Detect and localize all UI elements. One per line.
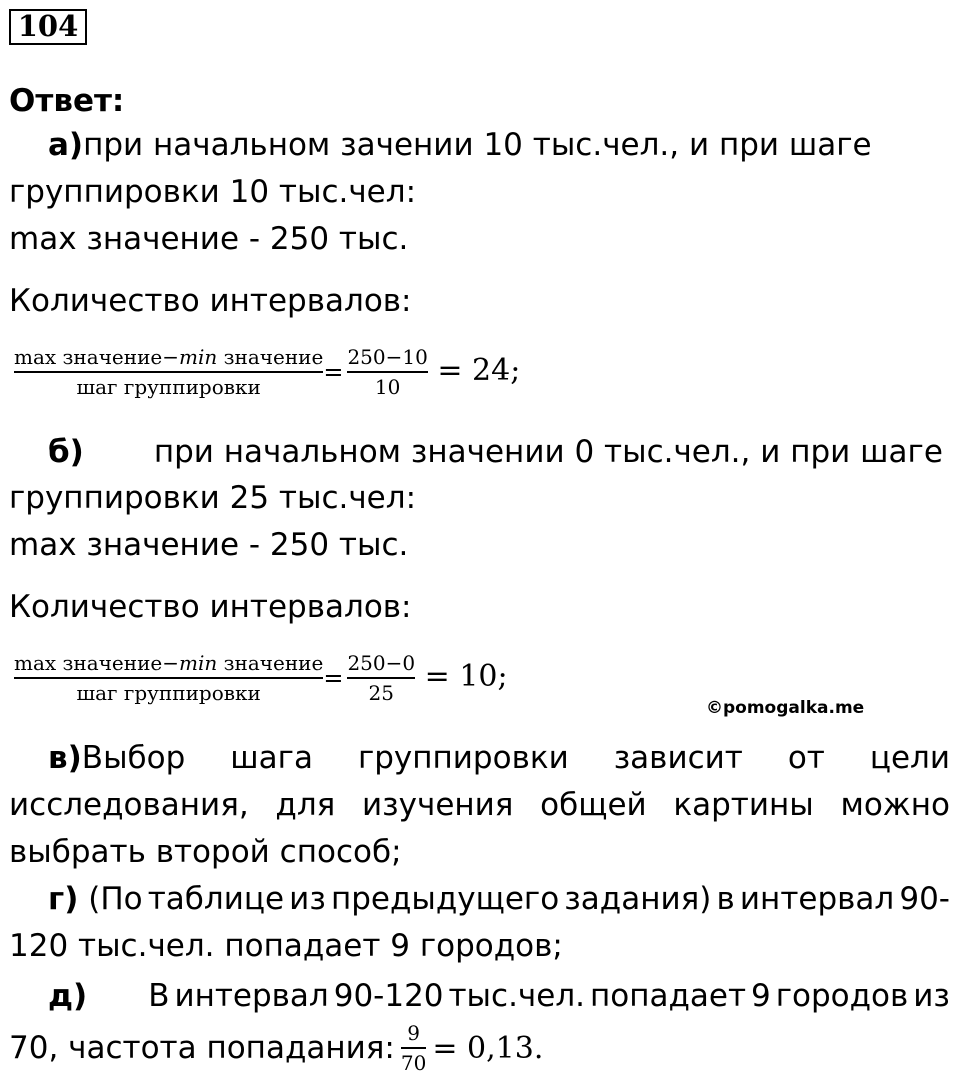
frequency-fraction — [401, 1021, 426, 1075]
part-a-intervals-label: Количество интервалов: — [9, 283, 412, 319]
part-d-line2 — [9, 1016, 543, 1080]
formula-numerator: max значение−min значение — [14, 345, 324, 369]
calc-denominator: 10 — [374, 375, 401, 399]
formula-denominator: шаг группировки — [76, 375, 261, 399]
part-d-text: 70, частота попадания: — [9, 1030, 395, 1066]
part-v-label: в) — [48, 740, 82, 776]
calc-fraction — [347, 651, 415, 705]
part-g-line2: 120 тыс.чел. попадает 9 городов; — [9, 928, 563, 964]
calc-result: = 10; — [424, 659, 508, 694]
part-a-line3: max значение - 250 тыс. — [9, 221, 409, 257]
part-b-line2: группировки 25 тыс.чел: — [9, 480, 417, 516]
part-v-line1: в)Выбор шага группировки зависит от цели — [48, 740, 950, 776]
part-d-label: д) — [48, 978, 88, 1014]
part-b-intervals-label: Количество интервалов: — [9, 589, 412, 625]
part-d-line1: д) В интервал 90-120 тыс.чел. попадает 9 городов из — [48, 978, 950, 1014]
equals-sign: = — [323, 664, 344, 692]
calc-result: = 24; — [437, 353, 521, 388]
calc-denominator: 25 — [368, 681, 394, 705]
part-a-line1 — [48, 125, 872, 165]
formula-fraction — [14, 651, 323, 705]
frequency-denominator: 70 — [400, 1051, 427, 1075]
formula-numerator: max значение−min значение — [14, 651, 324, 675]
formula-denominator: шаг группировки — [76, 681, 261, 705]
part-b-line3: max значение - 250 тыс. — [9, 527, 409, 563]
task-number: 104 — [9, 9, 87, 45]
frequency-result: = 0,13. — [432, 1030, 544, 1066]
part-b-line1 — [48, 432, 943, 472]
part-b-text: при начальном значении 0 тыс.чел., и при шаге — [153, 434, 943, 470]
equals-sign: = — [323, 358, 344, 386]
frequency-numerator: 9 — [407, 1021, 420, 1045]
part-g-line1: г) (По таблице из предыдущего задания) в интервал 90- — [48, 881, 950, 917]
part-a-text: при начальном зачении 10 тыс.чел., и при шаге — [83, 127, 872, 163]
answer-label: Ответ: — [9, 83, 125, 119]
part-b-formula — [14, 651, 508, 705]
part-g-label: г) — [48, 881, 79, 917]
part-v-line3: выбрать второй способ; — [9, 834, 402, 870]
formula-fraction — [14, 345, 323, 399]
calc-fraction — [347, 345, 427, 399]
calc-numerator: 250−0 — [347, 651, 416, 675]
part-a-formula — [14, 345, 520, 399]
watermark: ©pomogalka.me — [706, 698, 865, 718]
part-b-label: б) — [48, 434, 84, 470]
part-a-line2: группировки 10 тыс.чел: — [9, 174, 417, 210]
calc-numerator: 250−10 — [347, 345, 428, 369]
part-a-label: а) — [48, 127, 84, 163]
part-v-line2: исследования, для изучения общей картины можно — [9, 787, 950, 823]
